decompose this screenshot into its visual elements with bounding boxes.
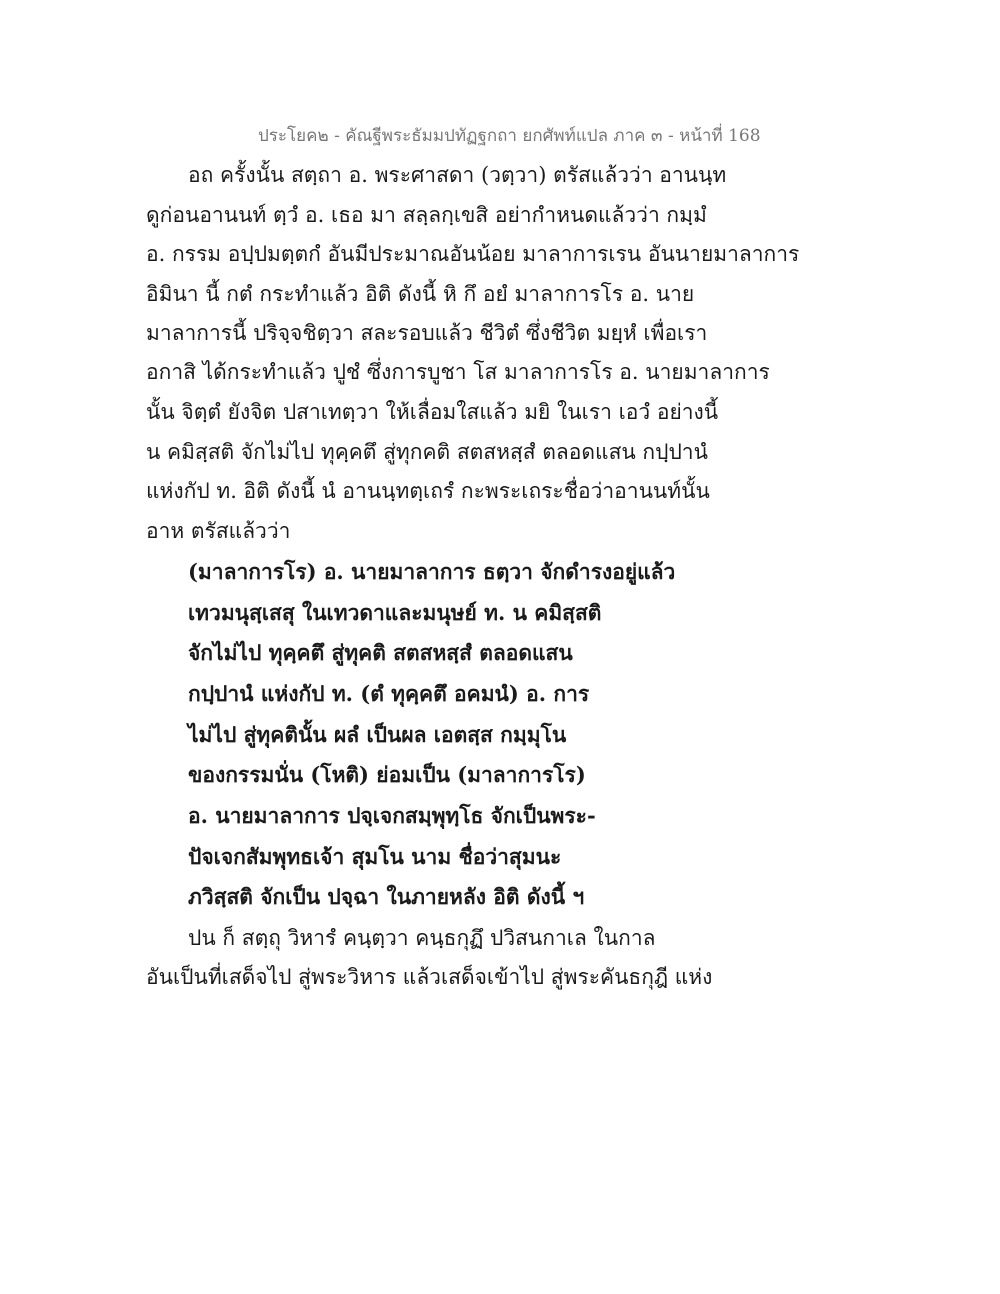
verse-line: อ. นายมาลาการ ปจฺเจกสมฺพุทฺโธ จักเป็นพระ- [188,803,596,828]
verse-line: ไม่ไป สู่ทุคตินั้น ผลํ เป็นผล เอตสฺส กมฺมุโน [188,722,567,747]
paragraph-line: มาลาการนี้ ปริจฺจชิตฺวา สละรอบแล้ว ชีวิตํ ซึ่งชีวิต มยฺหํ เพื่อเรา [146,321,708,345]
verse-line: เทวมนุสฺเสสุ ในเทวดาและมนุษย์ ท. น คมิสฺสติ [188,600,602,625]
paragraph-line: อถ ครั้งนั้น สตฺถา อ. พระศาสดา (วตฺวา) ตรัสแล้วว่า อานนฺท [188,163,727,187]
paragraph-line: ปน ก็ สตฺถุ วิหารํ คนฺตฺวา คนฺธกุฏึ ปวิสนกาเล ในกาล [188,926,656,950]
verse-line: ภวิสฺสติ จักเป็น ปจฺฉา ในภายหลัง อิติ ดังนี้ ฯ [188,884,585,909]
verse-line: (มาลาการโร) อ. นายมาลาการ ธตฺวา จักดำรงอยู่แล้ว [188,559,676,584]
page-header: ประโยค๒ - คัณฐีพระธัมมปทัฏฐกถา ยกศัพท์แปล ภาค ๓ - หน้าที่ 168 [258,126,761,146]
paragraph-line: อกาสิ ได้กระทำแล้ว ปูชํ ซึ่งการบูชา โส มาลาการโร อ. นายมาลาการ [146,360,770,384]
verse-line: กปฺปานํ แห่งกัป ท. (ตํ ทุคฺคตึ อคมนํ) อ. การ [188,681,590,706]
verse-line: จักไม่ไป ทุคฺคตึ สู่ทุคติ สตสหสฺสํ ตลอดแสน [188,640,573,665]
paragraph-line: ดูก่อนอานนท์ ตฺวํ อ. เธอ มา สลฺลกฺเขสิ อย่ากำหนดแล้วว่า กมฺมํ [146,203,707,227]
paragraph-line: อ. กรรม อปฺปมตฺตกํ อันมีประมาณอันน้อย มาลาการเรน อันนายมาลาการ [146,242,800,266]
paragraph-line: น คมิสฺสติ จักไม่ไป ทุคฺคตึ สู่ทุกคติ สตสหสฺสํ ตลอดแสน กปฺปานํ [146,440,708,464]
verse-line: ของกรรมนั่น (โหติ) ย่อมเป็น (มาลาการโร) [188,762,586,787]
paragraph-line: อันเป็นที่เสด็จไป สู่พระวิหาร แล้วเสด็จเข้าไป สู่พระคันธกุฎี แห่ง [146,965,713,989]
paragraph-line: อาห ตรัสแล้วว่า [146,519,291,543]
paragraph-line: อิมินา นี้ กตํ กระทำแล้ว อิติ ดังนี้ หิ กึ อยํ มาลาการโร อ. นาย [146,282,695,306]
paragraph-line: นั้น จิตฺตํ ยังจิต ปสาเทตฺวา ให้เลื่อมใสแล้ว มยิ ในเรา เอวํ อย่างนี้ [146,400,719,424]
paragraph-line: แห่งกัป ท. อิติ ดังนี้ นํ อานนฺทตฺเถรํ กะพระเถระชื่อว่าอานนท์นั้น [146,479,710,503]
verse-line: ปัจเจกสัมพุทธเจ้า สุมโน นาม ชื่อว่าสุมนะ [188,844,562,869]
